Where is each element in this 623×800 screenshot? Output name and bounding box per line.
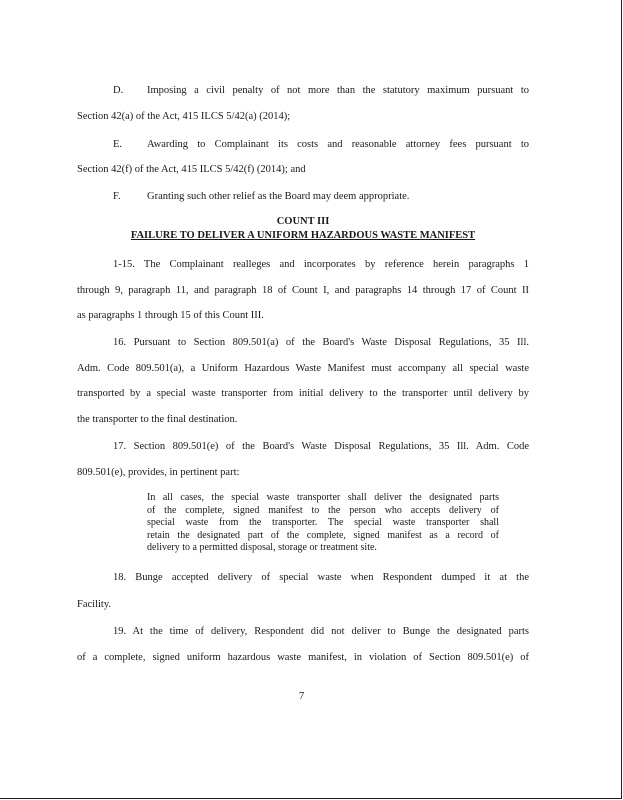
item-e-line1: Awarding to Complainant its costs and reasonable attorney fees pursuant to <box>147 139 529 150</box>
para-18-line1: 18. Bunge accepted delivery of special waste when Respondent dumped it at the <box>113 572 529 583</box>
para-1-15-line2: through 9, paragraph 11, and paragraph 18 of Count I, and paragraphs 14 through 17 of Count II <box>77 285 529 296</box>
para-19-line2: of a complete, signed uniform hazardous waste manifest, in violation of Section 809.501(e) of <box>77 652 529 663</box>
para-18-line2: Facility. <box>77 599 112 610</box>
quote-line5: delivery to a permitted disposal, storage or treatment site. <box>147 542 377 554</box>
count-number-heading: COUNT III <box>276 216 330 227</box>
para-16-line2: Adm. Code 809.501(a), a Uniform Hazardous Waste Manifest must accompany all special waste <box>77 363 529 374</box>
quote-line3: special waste from the transporter. The special waste transporter shall <box>147 517 499 529</box>
quote-line4: retain the designated part of the complete, signed manifest as a record of <box>147 529 499 541</box>
para-1-15-line1: 1-15. The Complainant realleges and incorporates by reference herein paragraphs 1 <box>113 259 529 270</box>
count-title-heading: FAILURE TO DELIVER A UNIFORM HAZARDOUS WASTE MANIFEST <box>130 230 476 241</box>
para-17-line1: 17. Section 809.501(e) of the Board's Waste Disposal Regulations, 35 Ill. Adm. Code <box>113 441 529 452</box>
item-f-marker: F. <box>113 191 121 202</box>
para-16-line1: 16. Pursuant to Section 809.501(a) of the Board's Waste Disposal Regulations, 35 Ill. <box>113 337 529 348</box>
item-e-line2: Section 42(f) of the Act, 415 ILCS 5/42(f) (2014); and <box>77 164 306 175</box>
para-19-line1: 19. At the time of delivery, Respondent did not deliver to Bunge the designated parts <box>113 626 529 637</box>
item-d-line2: Section 42(a) of the Act, 415 ILCS 5/42(a) (2014); <box>77 111 291 122</box>
para-16-line3: transported by a special waste transporter from initial delivery to the transporter until delivery by <box>77 388 529 399</box>
para-1-15-line3: as paragraphs 1 through 15 of this Count III. <box>77 310 264 321</box>
item-e-marker: E. <box>113 139 123 150</box>
quote-line1: In all cases, the special waste transporter shall deliver the designated parts <box>147 492 499 503</box>
item-f-line1: Granting such other relief as the Board may deem appropriate. <box>147 191 410 202</box>
page-number: 7 <box>299 691 305 702</box>
para-17-line2: 809.501(e), provides, in pertinent part: <box>77 467 240 478</box>
block-quote <box>147 492 499 555</box>
quote-line2: of the complete, signed manifest to the person who accepts delivery of <box>147 504 499 516</box>
item-d-marker: D. <box>113 85 124 96</box>
para-16-line4: the transporter to the final destination. <box>77 414 238 425</box>
item-d-line1: Imposing a civil penalty of not more than the statutory maximum pursuant to <box>147 85 529 96</box>
